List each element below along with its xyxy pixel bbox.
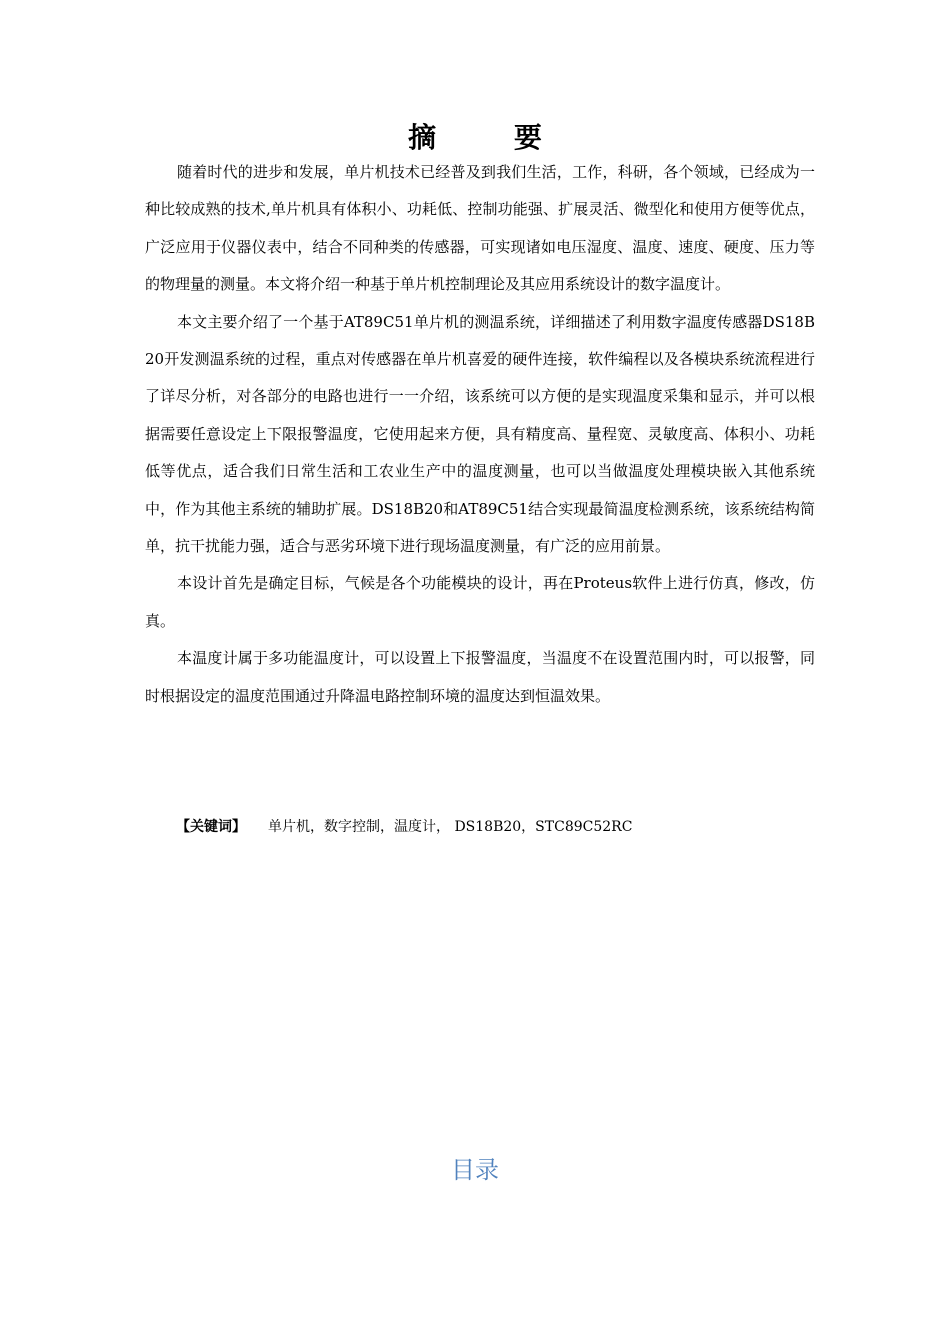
keywords-label: 【关键词】 <box>176 819 246 835</box>
abstract-paragraph-3: 本设计首先是确定目标，气候是各个功能模块的设计，再在Proteus软件上进行仿真，修改，仿真。 <box>145 574 815 630</box>
abstract-paragraph-2: 本文主要介绍了一个基于AT89C51单片机的测温系统，详细描述了利用数字温度传感器DS18B20开发测温系统的过程，重点对传感器在单片机喜爱的硬件连接，软件编程以及各模块系统流程进行了详尽分析，对各部分的电路也进行一一介绍，该系统可以方便的是实现温度采集和显示，并可以根据需要任意设定上下限报警温度，它使用起来方便，具有精度高、量程宽、灵敏度高、体积小、功耗低等优点，适合我们日常生活和工农业生产中的温度测量，也可以当做温度处理模块嵌入其他系统中，作为其他主系统的辅助扩展。DS18B20和AT89C51结合实现最简温度检测系统，该系统结构简单，抗干扰能力强，适合与恶劣环境下进行现场温度测量，有广泛的应用前景。 <box>145 312 815 556</box>
keywords-text: 单片机，数字控制，温度计， DS18B20，STC89C52RC <box>268 819 633 835</box>
abstract-paragraph-4: 本温度计属于多功能温度计，可以设置上下报警温度，当温度不在设置范围内时，可以报警，同时根据设定的温度范围通过升降温电路控制环境的温度达到恒温效果。 <box>145 649 815 705</box>
abstract-body <box>145 154 815 715</box>
toc-heading[interactable]: 目录 <box>451 1156 499 1184</box>
abstract-title: 摘 要 <box>408 121 576 154</box>
keywords-line <box>176 815 632 839</box>
abstract-paragraph-1: 随着时代的进步和发展，单片机技术已经普及到我们生活，工作，科研，各个领域，已经成为一种比较成熟的技术,单片机具有体积小、功耗低、控制功能强、扩展灵活、微型化和使用方便等优点，广泛应用于仪器仪表中，结合不同种类的传感器，可实现诸如电压湿度、温度、速度、硬度、压力等的物理量的测量。本文将介绍一种基于单片机控制理论及其应用系统设计的数字温度计。 <box>145 163 815 294</box>
